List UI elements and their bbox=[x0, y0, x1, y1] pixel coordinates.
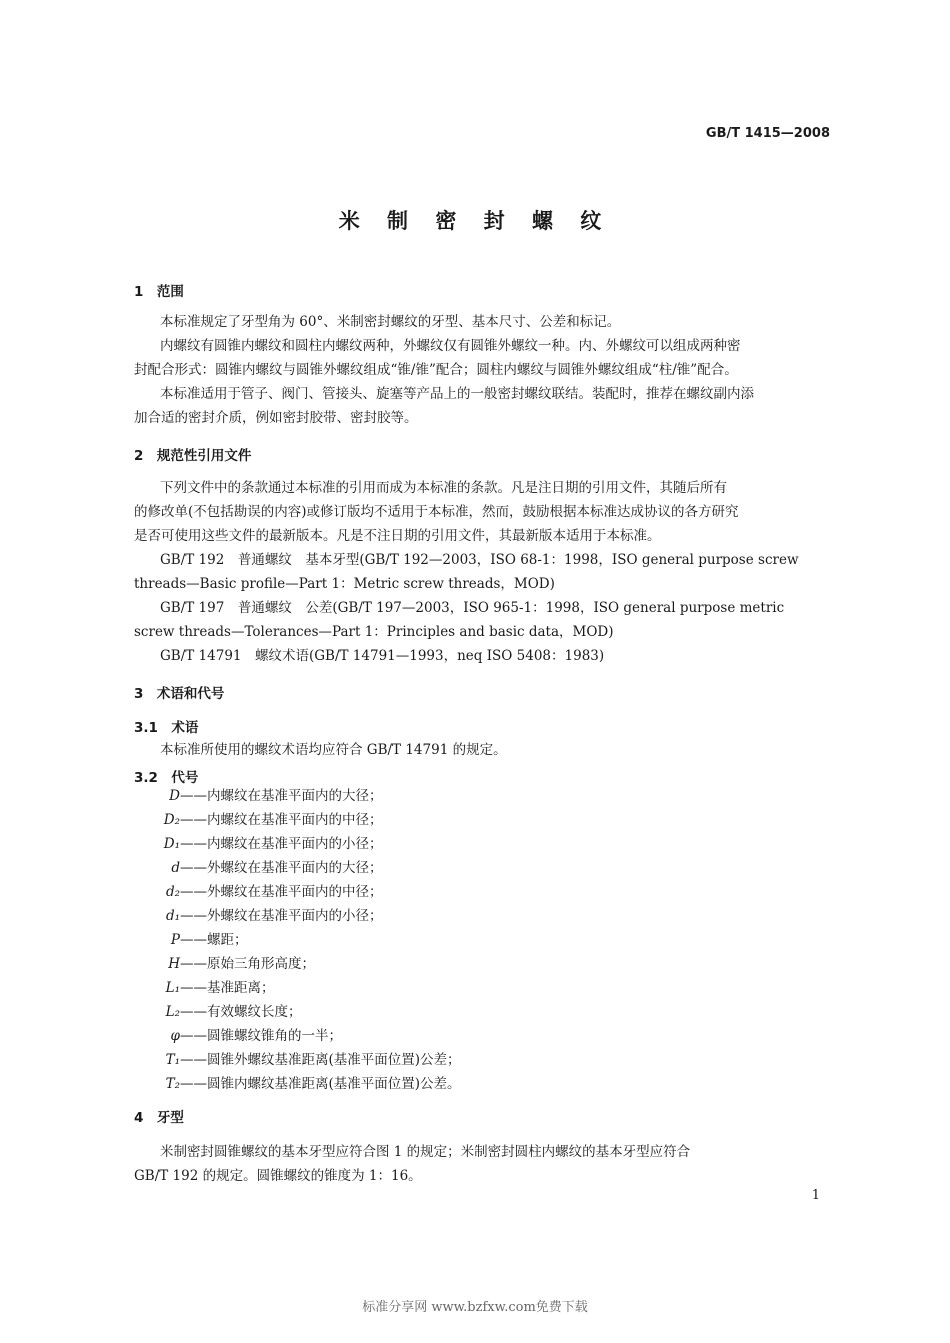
symbol-definition bbox=[134, 880, 383, 904]
section-2-para-1: 下列文件中的条款通过本标准的引用而成为本标准的条款。凡是注日期的引用文件，其随后所有 bbox=[160, 480, 727, 496]
section-2-para-1-cont: 的修改单(不包括勘误的内容)或修订版均不适用于本标准，然而，鼓励根据本标准达成协议的各方研究 bbox=[134, 504, 739, 520]
section-1-para-3-cont: 加合适的密封介质，例如密封胶带、密封胶等。 bbox=[134, 410, 418, 426]
symbol: L₁ bbox=[165, 980, 180, 996]
symbol-definition bbox=[134, 952, 315, 976]
page-number: 1 bbox=[811, 1188, 820, 1203]
symbol: T₂ bbox=[165, 1076, 180, 1092]
symbol: φ bbox=[170, 1028, 180, 1044]
reference-gbt14791: GB/T 14791 螺纹术语(GB/T 14791—1993，neq ISO 5408：1983) bbox=[160, 648, 605, 664]
section-1-para-2: 内螺纹有圆锥内螺纹和圆柱内螺纹两种，外螺纹仅有圆锥外螺纹一种。内、外螺纹可以组成两种密 bbox=[160, 338, 741, 354]
section-2-heading: 2 规范性引用文件 bbox=[134, 448, 252, 464]
section-4-para-1-cont: GB/T 192 的规定。圆锥螺纹的锥度为 1：16。 bbox=[134, 1168, 422, 1184]
symbol: d bbox=[171, 860, 180, 876]
symbol-definition bbox=[134, 1072, 461, 1096]
symbol-definition bbox=[134, 784, 383, 808]
section-3-1-heading: 3.1 术语 bbox=[134, 720, 199, 736]
symbol: d₁ bbox=[165, 908, 180, 924]
symbol-description: ——原始三角形高度； bbox=[180, 956, 315, 972]
section-1-para-3: 本标准适用于管子、阀门、管接头、旋塞等产品上的一般密封螺纹联结。装配时，推荐在螺纹副内添 bbox=[160, 386, 754, 402]
symbol: d₂ bbox=[165, 884, 180, 900]
symbol-definition bbox=[134, 928, 248, 952]
symbol: D₂ bbox=[163, 812, 180, 828]
symbol-definition bbox=[134, 808, 383, 832]
symbol-description: ——内螺纹在基准平面内的小径； bbox=[180, 836, 383, 852]
reference-gbt192-cont: threads—Basic profile—Part 1：Metric screw threads，MOD) bbox=[134, 576, 555, 592]
symbol-description: ——基准距离； bbox=[180, 980, 275, 996]
symbol-description: ——圆锥螺纹锥角的一半； bbox=[180, 1028, 342, 1044]
section-1-para-2-cont: 封配合形式：圆锥内螺纹与圆锥外螺纹组成“锥/锥”配合；圆柱内螺纹与圆锥外螺纹组成“柱/锥”配合。 bbox=[134, 362, 738, 378]
section-4-heading: 4 牙型 bbox=[134, 1110, 184, 1126]
symbol-description: ——内螺纹在基准平面内的中径； bbox=[180, 812, 383, 828]
section-1-para-1: 本标准规定了牙型角为 60°、米制密封螺纹的牙型、基本尺寸、公差和标记。 bbox=[160, 314, 621, 330]
symbol: D₁ bbox=[163, 836, 180, 852]
reference-gbt197-cont: screw threads—Tolerances—Part 1：Principles and basic data，MOD) bbox=[134, 624, 614, 640]
section-4-para-1: 米制密封圆锥螺纹的基本牙型应符合图 1 的规定；米制密封圆柱内螺纹的基本牙型应符合 bbox=[160, 1144, 691, 1160]
reference-gbt197: GB/T 197 普通螺纹 公差(GB/T 197—2003，ISO 965-1：1998，ISO general purpose metric bbox=[160, 600, 785, 616]
symbol-definition bbox=[134, 1048, 461, 1072]
watermark-footer: 标准分享网 www.bzfxw.com免费下载 bbox=[362, 1300, 588, 1315]
symbol-description: ——外螺纹在基准平面内的大径； bbox=[180, 860, 383, 876]
symbol: D bbox=[169, 788, 180, 804]
symbol: H bbox=[168, 956, 180, 972]
symbol-definition bbox=[134, 832, 383, 856]
symbol: P bbox=[170, 932, 180, 948]
symbol-description: ——圆锥外螺纹基准距离(基准平面位置)公差； bbox=[180, 1052, 461, 1068]
section-3-heading: 3 术语和代号 bbox=[134, 686, 225, 702]
standard-number: GB/T 1415—2008 bbox=[705, 126, 830, 141]
symbol-definition bbox=[134, 1000, 302, 1024]
symbol-definition bbox=[134, 1024, 342, 1048]
symbol-description: ——外螺纹在基准平面内的小径； bbox=[180, 908, 383, 924]
reference-gbt192: GB/T 192 普通螺纹 基本牙型(GB/T 192—2003，ISO 68-1：1998，ISO general purpose screw bbox=[160, 552, 799, 568]
symbol-definition bbox=[134, 856, 383, 880]
symbol: L₂ bbox=[165, 1004, 180, 1020]
symbol-definition bbox=[134, 976, 275, 1000]
section-2-para-1-cont2: 是否可使用这些文件的最新版本。凡是不注日期的引用文件，其最新版本适用于本标准。 bbox=[134, 528, 661, 544]
section-3-2-heading: 3.2 代号 bbox=[134, 770, 199, 786]
symbol-definition bbox=[134, 904, 383, 928]
symbol-description: ——螺距； bbox=[180, 932, 248, 948]
section-3-1-text: 本标准所使用的螺纹术语均应符合 GB/T 14791 的规定。 bbox=[160, 742, 507, 758]
section-1-heading: 1 范围 bbox=[134, 284, 184, 300]
symbol-description: ——内螺纹在基准平面内的大径； bbox=[180, 788, 383, 804]
symbol-description: ——有效螺纹长度； bbox=[180, 1004, 302, 1020]
symbol: T₁ bbox=[165, 1052, 180, 1068]
symbol-description: ——圆锥内螺纹基准距离(基准平面位置)公差。 bbox=[180, 1076, 461, 1092]
symbol-description: ——外螺纹在基准平面内的中径； bbox=[180, 884, 383, 900]
document-title: 米 制 密 封 螺 纹 bbox=[338, 209, 612, 233]
